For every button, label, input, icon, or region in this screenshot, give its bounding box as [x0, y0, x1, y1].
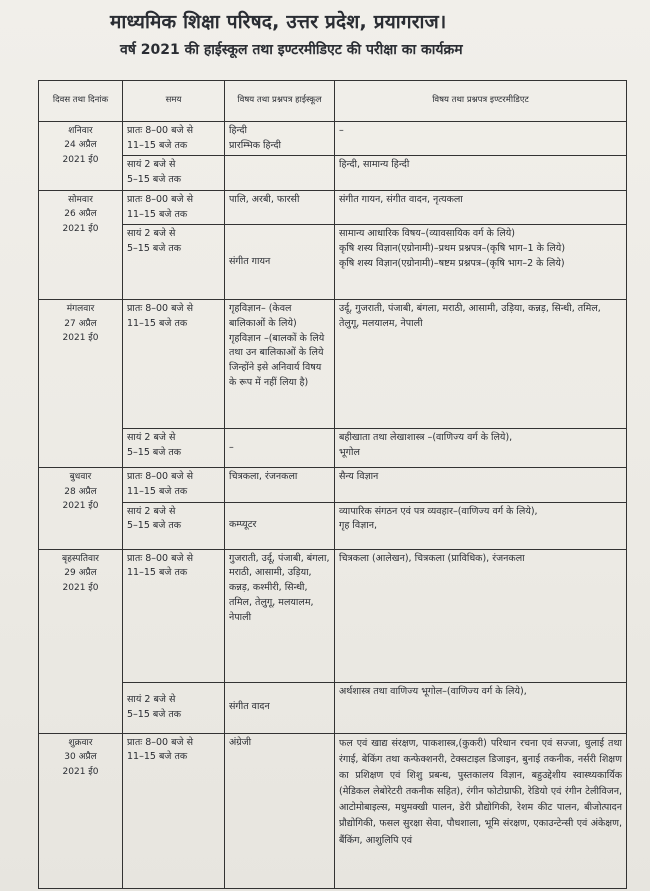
weekday: बुधवार — [69, 472, 92, 483]
time-cell — [123, 468, 225, 502]
exam-schedule-table — [38, 80, 627, 889]
time-end: 11–15 बजे तक — [127, 751, 188, 763]
time-cell — [123, 225, 225, 300]
intermediate-cell: व्यापारिक संगठन एवं पत्र व्यवहार–(वाणिज्य वर्ग के लिये), गृह विज्ञान, — [335, 502, 627, 549]
weekday: बृहस्पतिवार — [61, 553, 99, 564]
highschool-cell: संगीत वादन — [225, 682, 335, 733]
table-row — [39, 468, 627, 502]
table-row — [39, 190, 627, 224]
date: 28 अप्रैल — [64, 486, 97, 497]
table-row — [39, 429, 627, 468]
highschool-cell: गुजराती, उर्दू, पंजाबी, बंगला, मराठी, आसामी, उड़िया, कन्नड़, कश्मीरी, सिन्धी, तमिल, तेलुगू, मलयालम, नेपाली — [225, 549, 335, 682]
time-end: 11–15 बजे तक — [127, 486, 188, 498]
time-cell — [123, 682, 225, 733]
time-end: 5–15 बजे तक — [127, 174, 182, 186]
time-end: 11–15 बजे तक — [127, 208, 188, 220]
day-cell — [39, 190, 123, 299]
day-cell — [39, 549, 123, 733]
table-row — [39, 682, 627, 733]
header-intermediate: विषय तथा प्रश्नपत्र इण्टरमीडिएट — [335, 81, 627, 122]
weekday: शनिवार — [68, 126, 93, 136]
header-highschool: विषय तथा प्रश्नपत्र हाईस्कूल — [225, 81, 335, 122]
schedule-subtitle: वर्ष 2021 की हाईस्कूल तथा इण्टरमीडिएट की परीक्षा का कार्यक्रम — [120, 42, 463, 58]
weekday: मंगलवार — [66, 304, 95, 315]
date: 29 अप्रैल — [64, 568, 97, 579]
intermediate-cell: फल एवं खाद्य संरक्षण, पाकशास्त्र,(कुकरी) परिधान रचना एवं सज्जा, धुलाई तथा रंगाई, बेकिंग तथा कन्फेक्शनरी, टेक्सटाइल डिजाइन, बुनाई तकनीक, नर्सरी शिक्षण का प्रशिक्षण एवं शिशु प्रबन्ध, पुस्तकालय विज्ञान, बहुउद्देशीय स्वास्थ्यकार्यिक (मेडिकल लेबोरेटरी तकनीक सहित), रंगीन फोटोग्राफी, रेडियो एवं रंगीन टेलीविजन, आटोमोबाइल्स, मधुमक्खी पालन, डेरी प्रौद्योगिकी, रेशम कीट पालन, बीजोत्पादन प्रौद्योगिकी, फसल सुरक्षा सेवा, पौधशाला, भूमि संरक्षण, एकाउन्टेन्सी एवं अंकेक्षण, बैंकिंग, आशुलिपि एवं — [335, 733, 627, 888]
time-start: प्रातः 8–00 बजे से — [127, 552, 194, 564]
intermediate-cell: – — [335, 122, 627, 156]
highschool-cell: हिन्दी प्रारम्भिक हिन्दी — [225, 122, 335, 156]
time-start: सायं 2 बजे से — [127, 228, 176, 240]
weekday: सोमवार — [68, 194, 93, 205]
time-cell — [123, 549, 225, 682]
time-end: 5–15 बजे तक — [127, 447, 182, 459]
date: 30 अप्रैल — [64, 752, 97, 763]
year: 2021 ई0 — [62, 766, 99, 777]
time-cell — [123, 300, 225, 429]
intermediate-cell: बहीखाता तथा लेखाशास्त्र –(वाणिज्य वर्ग के लिये), भूगोल — [335, 429, 627, 468]
date: 27 अप्रैल — [64, 318, 97, 329]
table-row — [39, 225, 627, 300]
highschool-cell: पालि, अरबी, फारसी — [225, 190, 335, 224]
highschool-cell — [225, 156, 335, 190]
table-row — [39, 156, 627, 190]
highschool-cell: अंग्रेजी — [225, 733, 335, 888]
year: 2021 ई0 — [62, 223, 99, 234]
time-start: प्रातः 8–00 बजे से — [127, 736, 194, 748]
time-end: 11–15 बजे तक — [127, 139, 188, 151]
year: 2021 ई0 — [62, 501, 99, 512]
time-start: प्रातः 8–00 बजे से — [127, 193, 194, 205]
time-start: सायं 2 बजे से — [127, 159, 176, 171]
time-cell — [123, 502, 225, 549]
highschool-cell: – — [225, 429, 335, 468]
date: 26 अप्रैल — [64, 209, 97, 220]
date: 24 अप्रैल — [64, 140, 97, 151]
day-cell — [39, 122, 123, 191]
year: 2021 ई0 — [62, 582, 99, 593]
time-start: प्रातः 8–00 बजे से — [127, 125, 194, 136]
intermediate-cell: उर्दू, गुजराती, पंजाबी, बंगला, मराठी, आसामी, उड़िया, कन्नड़, सिन्धी, तमिल, तेलुगू, मलयालम, नेपाली — [335, 300, 627, 429]
time-cell — [123, 733, 225, 888]
intermediate-cell: सैन्य विज्ञान — [335, 468, 627, 502]
header-date: दिवस तथा दिनांक — [39, 81, 123, 122]
table-row — [39, 502, 627, 549]
time-end: 5–15 बजे तक — [127, 243, 182, 255]
time-start: प्रातः 8–00 बजे से — [127, 303, 194, 315]
time-cell — [123, 156, 225, 190]
time-cell — [123, 190, 225, 224]
highschool-cell: चित्रकला, रंजनकला — [225, 468, 335, 502]
table-row — [39, 300, 627, 429]
intermediate-cell: चित्रकला (आलेखन), चित्रकला (प्राविधिक), रंजनकला — [335, 549, 627, 682]
highschool-cell: संगीत गायन — [225, 225, 335, 300]
time-cell — [123, 429, 225, 468]
time-end: 5–15 बजे तक — [127, 708, 182, 720]
table-row — [39, 549, 627, 682]
year: 2021 ई0 — [62, 333, 99, 344]
table-row — [39, 122, 627, 156]
intermediate-cell: हिन्दी, सामान्य हिन्दी — [335, 156, 627, 190]
time-start: सायं 2 बजे से — [127, 694, 176, 706]
table-header-row — [39, 81, 627, 122]
time-cell — [123, 122, 225, 156]
day-cell — [39, 468, 123, 549]
intermediate-cell: संगीत गायन, संगीत वादन, नृत्यकला — [335, 190, 627, 224]
intermediate-cell: अर्थशास्त्र तथा वाणिज्य भूगोल–(वाणिज्य वर्ग के लिये), — [335, 682, 627, 733]
header-time: समय — [123, 81, 225, 122]
year: 2021 ई0 — [62, 154, 99, 165]
time-start: सायं 2 बजे से — [127, 432, 176, 444]
intermediate-cell: सामान्य आधारिक विषय–(व्यावसायिक वर्ग के लिये) कृषि शस्य विज्ञान(एग्रोनामी)–प्रथम प्रश्नपत्र–(कृषि भाग–1 के लिये) कृषि शस्य विज्ञान(एग्रोनामी)–षष्टम प्रश्नपत्र–(कृषि भाग–2 के लिये) — [335, 225, 627, 300]
time-end: 5–15 बजे तक — [127, 520, 182, 532]
time-end: 11–15 बजे तक — [127, 318, 188, 330]
time-end: 11–15 बजे तक — [127, 567, 188, 579]
weekday: शुक्रवार — [68, 737, 93, 748]
time-start: प्रातः 8–00 बजे से — [127, 471, 194, 483]
time-start: सायं 2 बजे से — [127, 505, 176, 517]
table-row — [39, 733, 627, 888]
day-cell — [39, 300, 123, 468]
day-cell — [39, 733, 123, 888]
highschool-cell: कम्प्यूटर — [225, 502, 335, 549]
board-title: माध्यमिक शिक्षा परिषद, उत्तर प्रदेश, प्रयागराज। — [110, 11, 447, 33]
highschool-cell: गृहविज्ञान– (केवल बालिकाओं के लिये) गृहविज्ञान –(बालकों के लिये तथा उन बालिकाओं के लिये जिन्होंने इसे अनिवार्य विषय के रूप में नहीं लिया है) — [225, 300, 335, 429]
